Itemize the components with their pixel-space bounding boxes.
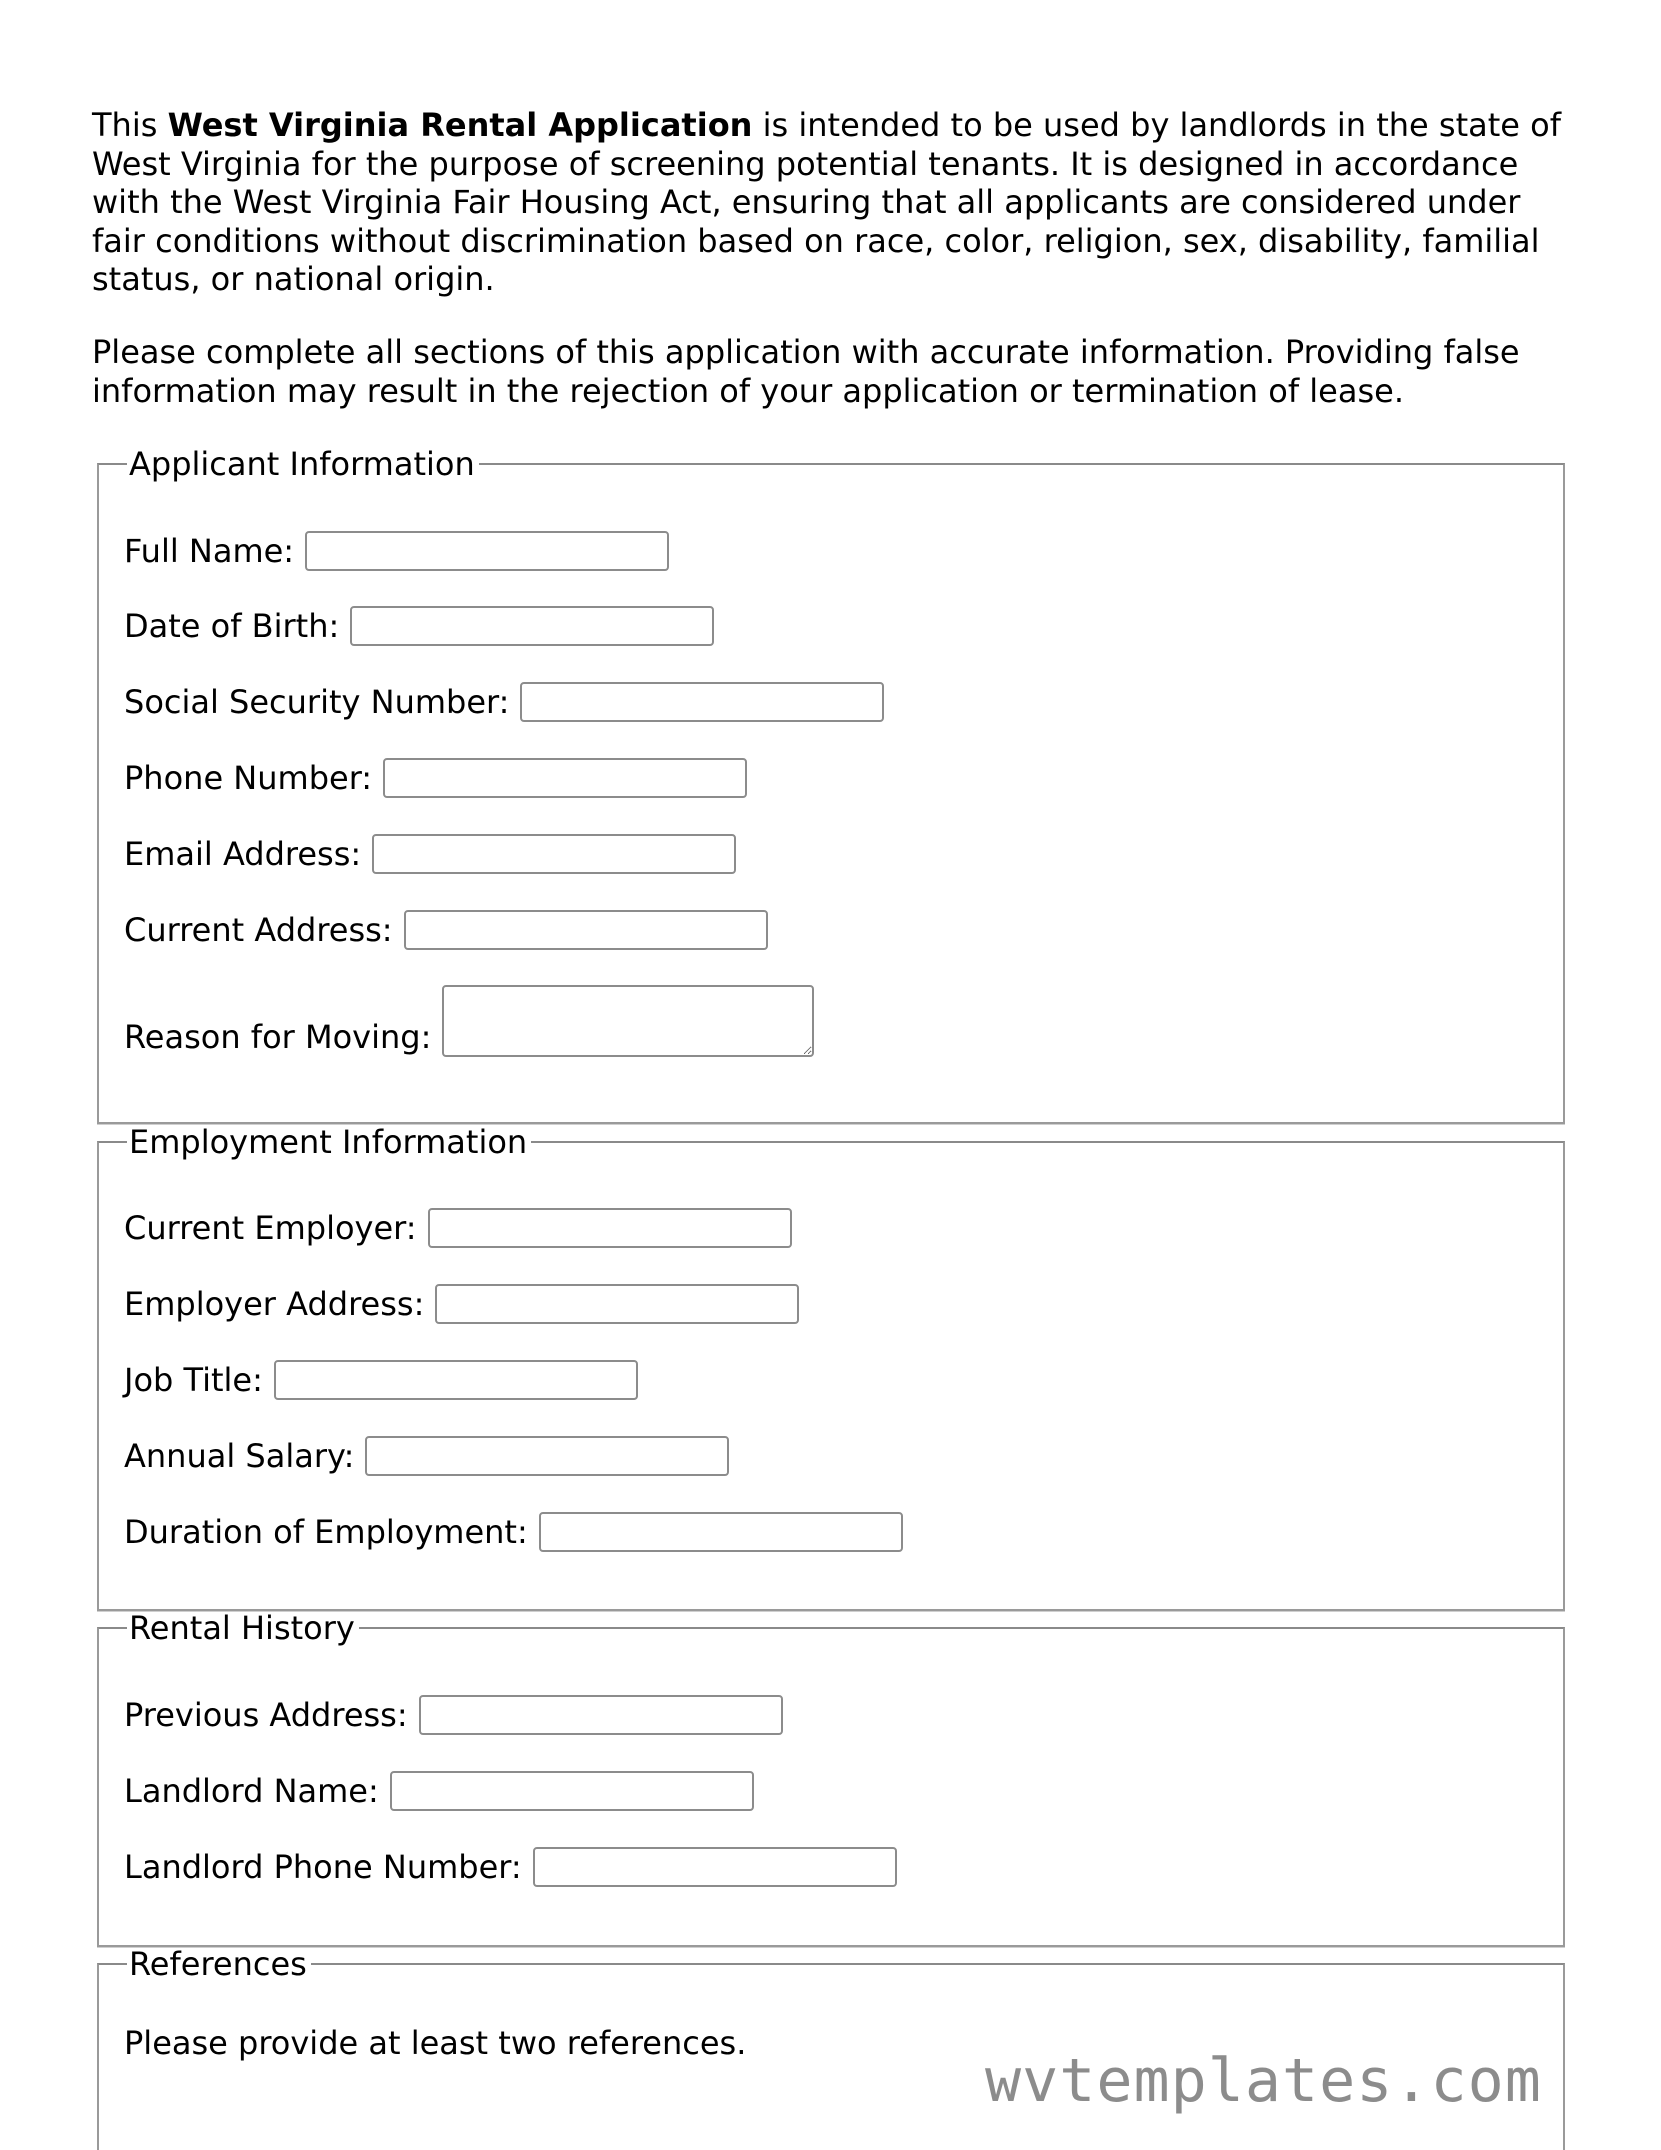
current-address-label: Current Address: [124,911,393,949]
previous-address-label: Previous Address: [124,1696,408,1734]
landlord-phone-input[interactable] [533,1847,897,1887]
intro-paragraph [92,106,1582,299]
current-address-input[interactable] [404,910,768,950]
annual-salary-label: Annual Salary: [124,1437,355,1475]
email-address-row [124,832,736,874]
form-title: West Virginia Rental Application [167,106,753,144]
duration-of-employment-row [124,1510,903,1552]
reason-for-moving-textarea[interactable] [442,985,814,1057]
reason-for-moving-row [124,985,814,1057]
job-title-row [124,1358,638,1400]
reason-for-moving-label: Reason for Moving: [124,1018,432,1056]
email-address-input[interactable] [372,834,736,874]
current-employer-input[interactable] [428,1208,792,1248]
full-name-row [124,529,669,571]
date-of-birth-row [124,604,714,646]
employer-address-label: Employer Address: [124,1285,425,1323]
watermark: wvtemplates.com [985,2046,1542,2116]
current-employer-label: Current Employer: [124,1209,417,1247]
landlord-phone-label: Landlord Phone Number: [124,1848,522,1886]
phone-number-label: Phone Number: [124,759,373,797]
landlord-name-row [124,1769,754,1811]
employment-information-legend: Employment Information [129,1123,528,1161]
duration-of-employment-label: Duration of Employment: [124,1513,528,1551]
job-title-input[interactable] [274,1360,638,1400]
annual-salary-input[interactable] [365,1436,729,1476]
date-of-birth-label: Date of Birth: [124,607,340,645]
date-of-birth-input[interactable] [350,606,714,646]
references-legend: References [129,1945,307,1983]
email-address-label: Email Address: [124,835,362,873]
instructions-paragraph: Please complete all sections of this application with accurate information. Providing false information may result in the rejection of your application or termination of lease. [92,333,1520,410]
rental-history-legend: Rental History [129,1609,355,1647]
current-address-row [124,908,768,950]
landlord-phone-row [124,1845,897,1887]
applicant-information-legend: Applicant Information [129,445,475,483]
ssn-row [124,680,884,722]
phone-number-input[interactable] [383,758,747,798]
ssn-input[interactable] [520,682,884,722]
intro-body: is intended to be used by landlords in the state of West Virginia for the purpose of screening potential tenants. It is designed in accordance with the West Virginia Fair Housing Act, ensuring that all applicants are considered under fair conditions without discrimination based on race, color, religion, sex, disability, familial status, or national origin. [92,106,1561,298]
employer-address-input[interactable] [435,1284,799,1324]
employer-address-row [124,1282,799,1324]
duration-of-employment-input[interactable] [539,1512,903,1552]
current-employer-row [124,1206,792,1248]
previous-address-row [124,1693,783,1735]
full-name-label: Full Name: [124,532,295,570]
intro-lead: This [92,106,168,144]
job-title-label: Job Title: [124,1361,263,1399]
previous-address-input[interactable] [419,1695,783,1735]
landlord-name-input[interactable] [390,1771,754,1811]
references-note: Please provide at least two references. [124,2024,747,2062]
phone-number-row [124,756,747,798]
landlord-name-label: Landlord Name: [124,1772,379,1810]
ssn-label: Social Security Number: [124,683,510,721]
full-name-input[interactable] [305,531,669,571]
annual-salary-row [124,1434,729,1476]
